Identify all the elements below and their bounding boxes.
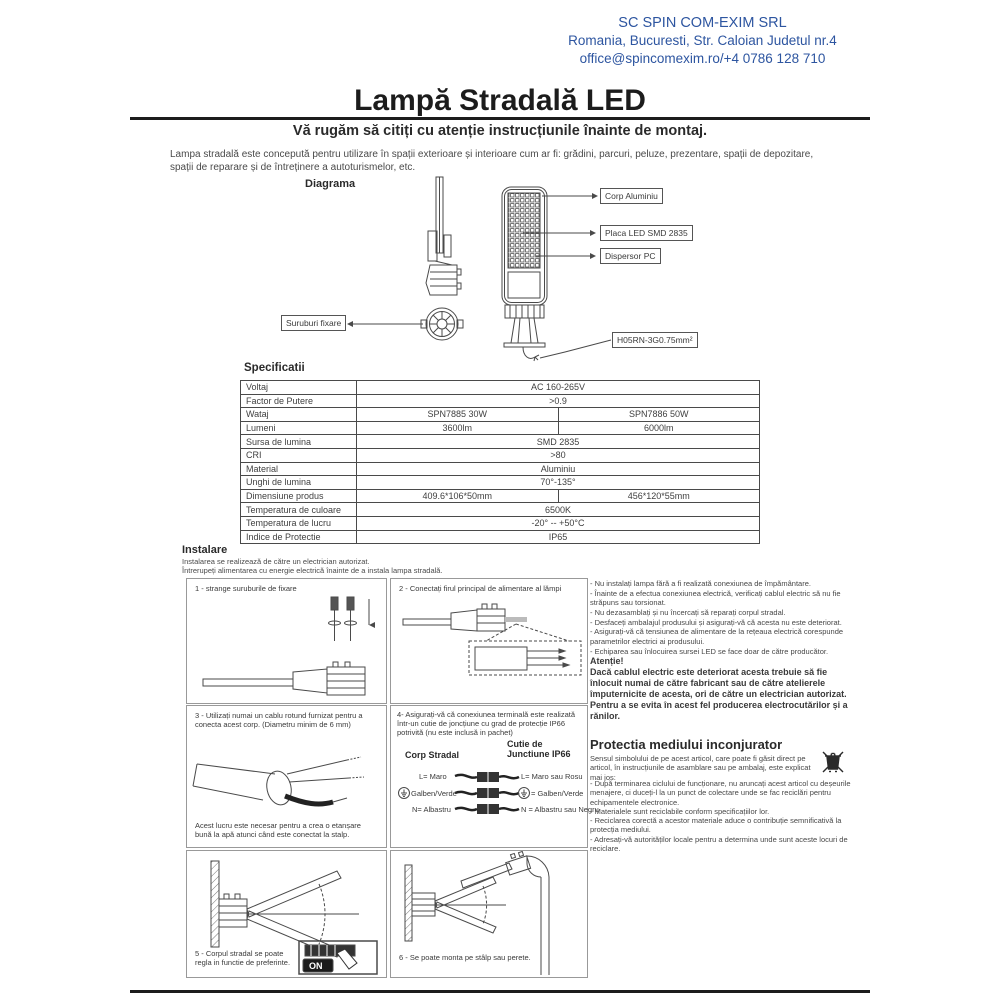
- diagram-heading: Diagrama: [305, 178, 356, 190]
- table-row: Lumeni 3600lm 6000lm: [241, 422, 759, 436]
- warning-bullet: - Nu instalați lampa fără a fi realizată conexiunea de împământare.: [590, 579, 811, 588]
- step2-drawing: [391, 579, 587, 703]
- warning-bullet: - Înainte de a efectua conexiunea electrică, verificați cablul electric să nu fie străpuns sau torsionat.: [590, 588, 841, 608]
- page-subtitle: Vă rugăm să citiți cu atenție instrucțiunile înainte de montaj.: [292, 123, 708, 139]
- title-rule: [130, 117, 870, 120]
- table-row: Temperatura de lucru -20° -- +50°C: [241, 517, 759, 531]
- attention-block: [590, 656, 849, 722]
- table-row: Unghi de lumina 70°-135°: [241, 476, 759, 490]
- step1-caption: 1 - strange suruburile de fixare: [195, 584, 297, 593]
- wire-right-n: N = Albastru sau Negru: [521, 805, 599, 814]
- environment-bullet: - Adresați-vă autorităților locale pentru a determina unde sunt aceste locuri de reciclare.: [590, 834, 848, 854]
- environment-bullet: - După terminarea ciclului de funcționare, nu aruncați acest articol cu deșeurile menajere, ci duceți-l la un punct de colectare unde se fac reciclări pentru echipamentele electronice.: [590, 779, 851, 807]
- company-header: [545, 14, 860, 68]
- warning-bullet: - Desfaceți ambalajul produsului și asigurați-vă că acesta nu este deteriorat.: [590, 617, 842, 627]
- install-notes: [182, 557, 602, 575]
- step2-caption: 2 - Conectați firul principal de alimentare al lămpi: [399, 584, 562, 593]
- table-row: Indice de Protectie IP65: [241, 531, 759, 544]
- step-box-5: [186, 850, 387, 978]
- attention-title: Atenție!: [590, 656, 624, 666]
- install-note-1: Instalarea se realizează de către un electrician autorizat.: [182, 557, 370, 566]
- screw-mount-view: [421, 308, 463, 340]
- step-box-2: [390, 578, 588, 704]
- company-address: Romania, Bucuresti, Str. Caloian Judetul nr.4: [568, 33, 837, 48]
- page-title: Lampă Stradală LED: [354, 84, 646, 117]
- step-box-6: [390, 850, 588, 978]
- table-row: Wataj SPN7885 30W SPN7886 50W: [241, 408, 759, 422]
- intro-paragraph: Lampa stradală este concepută pentru utilizare în spații exterioare și interioare cum ar fi: grădini, parcuri, peluze, prezentare, spații de depozitare, spații de reparare și de întreținere a autoturismelor, etc.: [170, 149, 814, 173]
- step3-caption: 3 - Utilizați numai un cablu rotund furnizat pentru a conecta acest corp. (Diametru minim de 6 mm): [195, 711, 363, 729]
- corp-stradal-label: Corp Stradal: [405, 750, 460, 760]
- footer-rule: [130, 990, 870, 993]
- step5-caption: 5 - Corpul stradal se poate regla in functie de preferinte.: [195, 949, 291, 967]
- step6-caption: 6 - Se poate monta pe stâlp sau perete.: [399, 953, 531, 962]
- cutie-junctiune-label: Cutie de Junctiune IP66: [507, 739, 571, 759]
- weee-bin-icon: [822, 750, 844, 774]
- table-row: CRI >80: [241, 449, 759, 463]
- table-row: Material Aluminiu: [241, 463, 759, 477]
- lamp-side-view: [426, 177, 461, 295]
- wire-right-pe: = Galben/Verde: [531, 789, 584, 798]
- environment-bullet: - Reciclarea corectă a acestor materiale aduce o contribuție semnificativă la protecția mediului.: [590, 816, 842, 835]
- table-row: Dimensiune produs 409.6*106*50mm 456*120*55mm: [241, 490, 759, 504]
- diagram-label-dispersor: Dispersor PC: [600, 248, 661, 264]
- warning-bullet: - Echiparea sau înlocuirea sursei LED se face doar de către producător.: [590, 646, 829, 656]
- specs-table: [240, 380, 760, 544]
- step1-drawing: [187, 579, 386, 703]
- warning-bullet: - Asigurați-vă că tensiunea de alimentare de la rețeaua electrică corespunde parametrilor electrici ai produsului.: [590, 627, 844, 646]
- attention-body: Dacă cablul electric este deteriorat acesta trebuie să fie înlocuit numai de către fabricant sau de către atelierele împuternicite de acesta, ori de către un electrician autorizat. Pentru a se evita în acest fel producerea electrocutărilor și a rănilor.: [590, 667, 848, 721]
- earth-icon: [399, 788, 410, 799]
- diagram-label-placa-led: Placa LED SMD 2835: [600, 225, 693, 241]
- install-heading: Instalare: [182, 544, 228, 556]
- lamp-front-view: [502, 187, 547, 361]
- wire-left-pe: Galben/Verde: [411, 789, 457, 798]
- environment-bullet: - Materialele sunt reciclabile conform specificațiilor lor.: [590, 806, 770, 816]
- table-row: Factor de Putere >0.9: [241, 395, 759, 409]
- table-row: Voltaj AC 160-265V: [241, 381, 759, 395]
- wire-left-l: L= Maro: [419, 772, 447, 781]
- diagram-leader-lines: [348, 196, 611, 358]
- step-box-1: [186, 578, 387, 704]
- company-name: SC SPIN COM-EXIM SRL: [618, 15, 787, 31]
- power-cable: [523, 347, 539, 361]
- on-label: ON: [309, 961, 323, 971]
- environment-heading: Protectia mediului inconjurator: [590, 737, 783, 752]
- environment-bullets: [590, 779, 853, 853]
- wire-right-l: L= Maro sau Rosu: [521, 772, 583, 781]
- step3-note: Acest lucru este necesar pentru a crea o etanșare bună la apă atunci când este conectat la stalp.: [195, 821, 361, 839]
- earth-icon: [519, 788, 530, 799]
- step4-caption: 4- Asigurați-vă că conexiunea terminală este realizată într-un cutie de joncțiune cu grad de protecție IP66 potrivită (nu este inclusă in pachet): [397, 710, 576, 737]
- table-row: Temperatura de culoare 6500K: [241, 503, 759, 517]
- diagram-label-cablu: H05RN-3G0.75mm²: [612, 332, 698, 348]
- warning-bullets: [590, 579, 853, 656]
- table-row: Sursa de lumina SMD 2835: [241, 435, 759, 449]
- diagram-label-corp-aluminiu: Corp Aluminiu: [600, 188, 663, 204]
- step-box-3: [186, 705, 387, 848]
- environment-intro: Sensul simbolului de pe acest articol, care poate fi găsit direct pe articol, în instrucțiunile de asamblare sau pe ambalaj, este explicat mai jos:: [590, 754, 811, 782]
- diagram-label-suruburi: Suruburi fixare: [281, 315, 346, 331]
- warning-bullet: - Nu dezasamblați și nu încercați să reparați corpul stradal.: [590, 607, 786, 617]
- step-box-4: [390, 705, 599, 848]
- install-note-2: Întrerupeți alimentarea cu energie electrică înainte de a instala lampa stradală.: [182, 566, 443, 575]
- company-contact: office@spincomexim.ro/+4 0786 128 710: [579, 51, 826, 66]
- wire-left-n: N= Albastru: [412, 805, 451, 814]
- specs-heading: Specificatii: [244, 362, 305, 374]
